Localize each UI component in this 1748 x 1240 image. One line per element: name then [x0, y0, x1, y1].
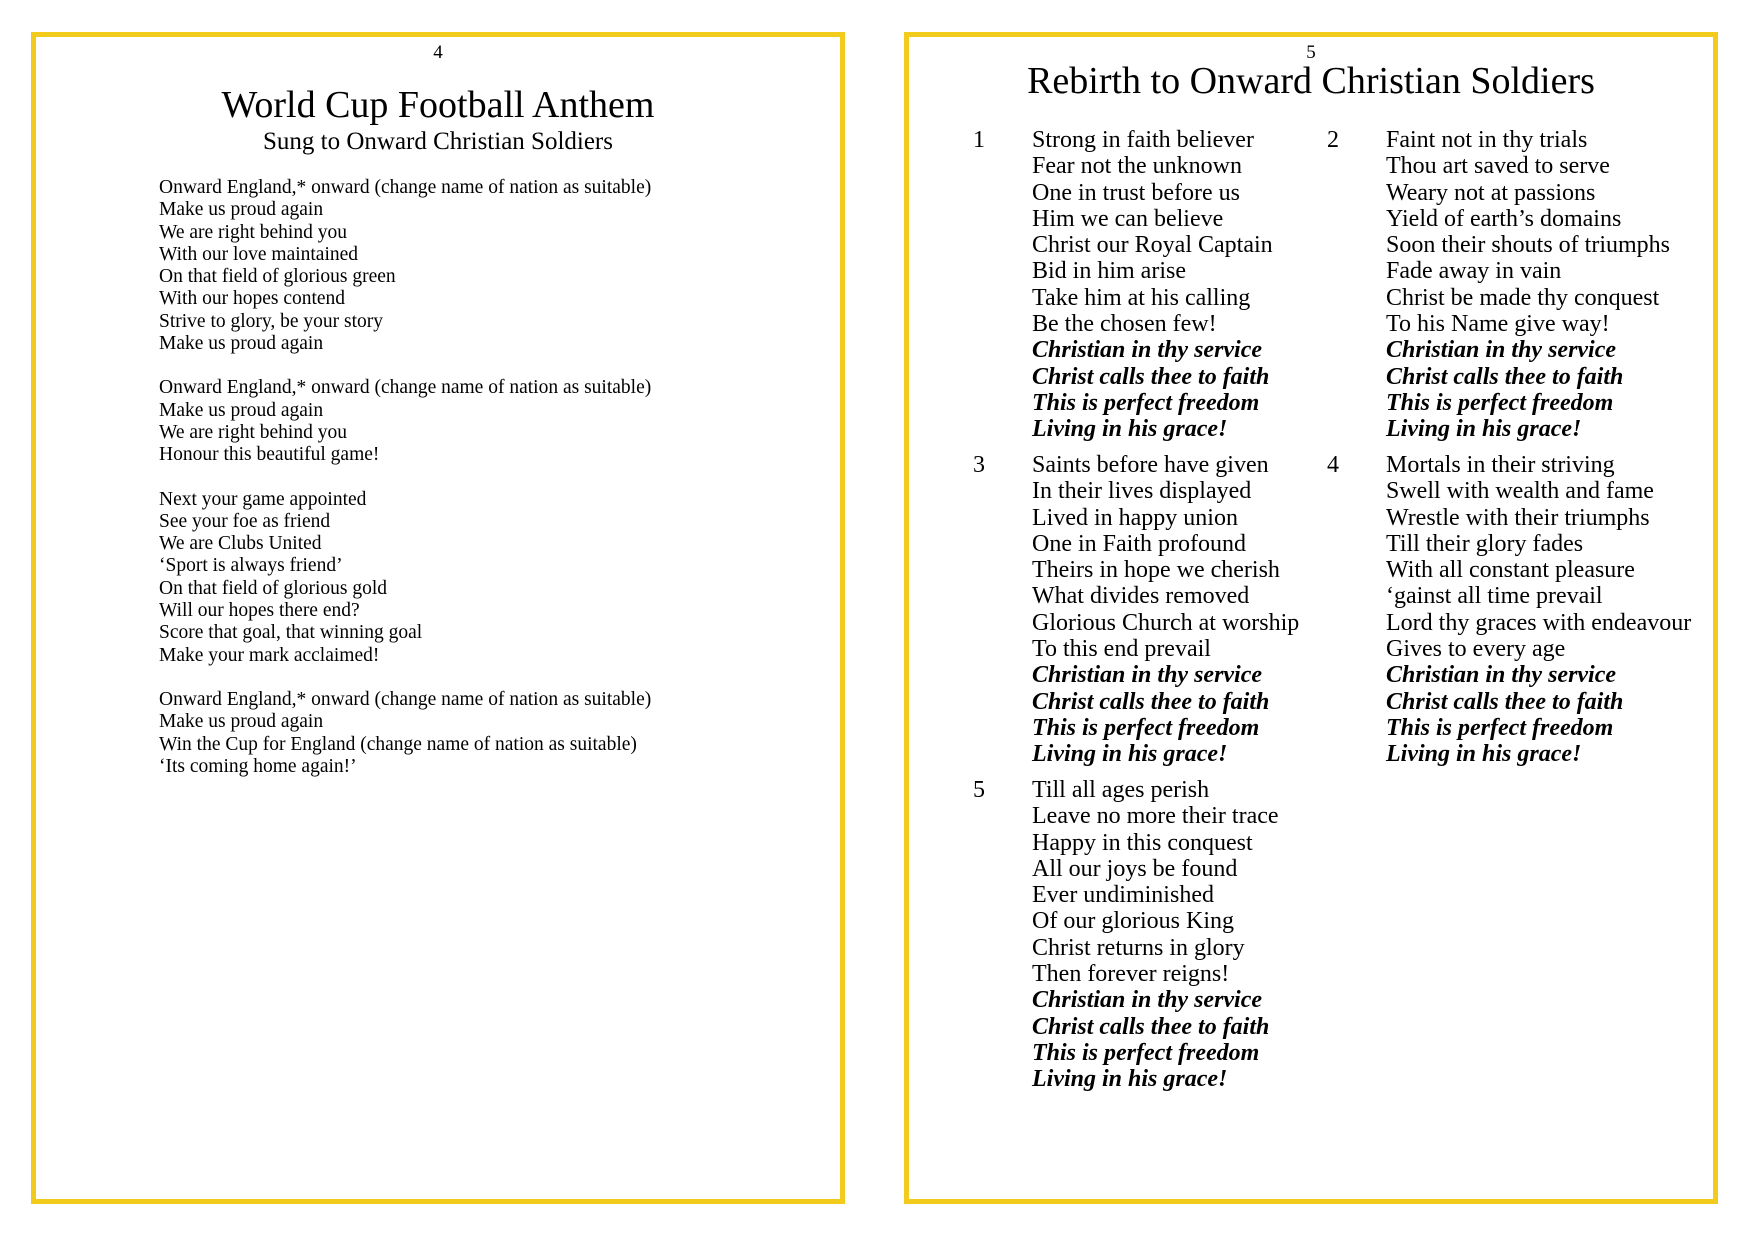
verse-lines: [1032, 777, 1279, 1093]
verse-line: Christ returns in glory: [1032, 934, 1245, 961]
anthem-lyrics: [159, 177, 651, 800]
stanza-3: [159, 489, 651, 667]
verse-line: All our joys be found: [1032, 855, 1238, 882]
verse-line: Gives to every age: [1386, 636, 1566, 663]
lyric-line: On that field of glorious green: [159, 266, 396, 288]
verse-number: 2: [1327, 127, 1339, 153]
lyric-line: Make us proud again: [159, 333, 324, 355]
lyric-line: Next your game appointed: [159, 488, 367, 510]
verse-lines: [1386, 127, 1670, 443]
lyric-line: ‘Sport is always friend’: [159, 555, 343, 577]
lyric-line: Win the Cup for England (change name of nation as suitable): [159, 733, 637, 755]
lyric-line: We are right behind you: [159, 421, 347, 443]
lyric-line: See your foe as friend: [159, 510, 331, 532]
verse-line: Glorious Church at worship: [1032, 609, 1300, 636]
verse-line: Strong in faith believer: [1032, 127, 1254, 153]
verse-number: 4: [1327, 452, 1339, 478]
verse-line: To his Name give way!: [1386, 311, 1610, 338]
verse-line: Soon their shouts of triumphs: [1386, 232, 1671, 259]
verse-line: Christ our Royal Captain: [1032, 232, 1273, 259]
verse-line: Lord thy graces with endeavour: [1386, 609, 1692, 636]
lyric-line: Make us proud again: [159, 199, 324, 221]
lyric-line: ‘Its coming home again!’: [159, 755, 357, 777]
verse-line: One in trust before us: [1032, 179, 1240, 206]
chorus-line: Christian in thy service: [1386, 337, 1617, 364]
chorus-line: Christian in thy service: [1032, 337, 1263, 364]
page-title: World Cup Football Anthem: [221, 84, 655, 126]
verse-number: 3: [973, 452, 985, 478]
chorus-line: This is perfect freedom: [1032, 714, 1260, 741]
verse-line: Fade away in vain: [1386, 258, 1562, 285]
verse-line: Happy in this conquest: [1032, 829, 1253, 856]
lyric-line: Will our hopes there end?: [159, 600, 360, 622]
verse-line: With all constant pleasure: [1386, 557, 1635, 584]
chorus-line: This is perfect freedom: [1032, 1039, 1260, 1066]
verse-line: Thou art saved to serve: [1386, 153, 1610, 180]
stanza-1: [159, 177, 651, 355]
lyric-line: We are Clubs United: [159, 533, 322, 555]
verse-line: One in Faith profound: [1032, 530, 1246, 557]
lyric-line: Onward England,* onward (change name of nation as suitable): [159, 377, 652, 399]
verse-lines: [1032, 127, 1273, 443]
verse-line: Theirs in hope we cherish: [1032, 557, 1280, 584]
lyric-line: Make your mark acclaimed!: [159, 644, 380, 666]
lyric-line: Onward England,* onward (change name of nation as suitable): [159, 688, 652, 710]
verse-line: Him we can believe: [1032, 205, 1224, 232]
lyric-line: With our hopes contend: [159, 288, 346, 310]
verse-line: Weary not at passions: [1386, 179, 1596, 206]
verse-line: Then forever reigns!: [1032, 961, 1230, 988]
verse-line: Take him at his calling: [1032, 284, 1251, 311]
lyric-line: Make us proud again: [159, 399, 324, 421]
page-title: Rebirth to Onward Christian Soldiers: [1027, 60, 1595, 102]
verse-line: In their lives displayed: [1032, 478, 1252, 505]
verse-line: Ever undiminished: [1032, 882, 1214, 909]
lyric-line: Score that goal, that winning goal: [159, 622, 423, 644]
verse-number: 1: [973, 127, 985, 153]
chorus-line: Living in his grace!: [1032, 1066, 1228, 1093]
chorus-line: Living in his grace!: [1386, 416, 1582, 443]
page-number: 4: [433, 42, 443, 63]
verse-line: ‘gainst all time prevail: [1386, 583, 1603, 610]
verse-line: Leave no more their trace: [1032, 803, 1279, 830]
verse-line: To this end prevail: [1032, 636, 1211, 663]
verse-line: Of our glorious King: [1032, 908, 1234, 935]
verse-line: Swell with wealth and fame: [1386, 478, 1654, 505]
verse-line: Mortals in their striving: [1386, 452, 1615, 478]
verse-line: Till their glory fades: [1386, 530, 1584, 557]
chorus-line: This is perfect freedom: [1032, 389, 1260, 416]
verse-line: Saints before have given: [1032, 452, 1269, 478]
verse-line: Till all ages perish: [1032, 777, 1210, 803]
lyric-line: Onward England,* onward (change name of nation as suitable): [159, 177, 652, 198]
chorus-line: Living in his grace!: [1032, 416, 1228, 443]
verse-line: What divides removed: [1032, 583, 1250, 610]
chorus-line: Christian in thy service: [1386, 662, 1617, 689]
stanza-4: [159, 689, 651, 778]
right-page: [904, 32, 1718, 1204]
chorus-line: Living in his grace!: [1032, 741, 1228, 768]
verse-line: Christ be made thy conquest: [1386, 284, 1660, 311]
lyric-line: On that field of glorious gold: [159, 577, 388, 599]
verse-line: Faint not in thy trials: [1386, 127, 1588, 153]
chorus-line: Christ calls thee to faith: [1032, 688, 1270, 715]
chorus-line: Christ calls thee to faith: [1386, 363, 1624, 390]
stanza-2: [159, 377, 651, 466]
left-page: [31, 32, 845, 1204]
page-number: 5: [1306, 42, 1316, 63]
verse-line: Be the chosen few!: [1032, 311, 1217, 338]
verse-line: Lived in happy union: [1032, 504, 1238, 531]
verse-line: Yield of earth’s domains: [1386, 205, 1622, 232]
chorus-line: Christian in thy service: [1032, 987, 1263, 1014]
chorus-line: Living in his grace!: [1386, 741, 1582, 768]
verse-line: Wrestle with their triumphs: [1386, 504, 1650, 531]
verse-line: Fear not the unknown: [1032, 153, 1242, 180]
lyric-line: We are right behind you: [159, 221, 347, 243]
lyric-line: Make us proud again: [159, 711, 324, 733]
chorus-line: Christ calls thee to faith: [1032, 363, 1270, 390]
chorus-line: Christ calls thee to faith: [1032, 1013, 1270, 1040]
chorus-line: Christ calls thee to faith: [1386, 688, 1624, 715]
lyric-line: With our love maintained: [159, 243, 359, 265]
verse-lines: [1386, 452, 1691, 768]
chorus-line: Christian in thy service: [1032, 662, 1263, 689]
page-subtitle: Sung to Onward Christian Soldiers: [263, 128, 613, 155]
chorus-line: This is perfect freedom: [1386, 389, 1614, 416]
lyric-line: Honour this beautiful game!: [159, 444, 380, 466]
lyric-line: Strive to glory, be your story: [159, 310, 384, 332]
verse-lines: [1032, 452, 1299, 768]
verse-line: Bid in him arise: [1032, 258, 1186, 285]
chorus-line: This is perfect freedom: [1386, 714, 1614, 741]
verse-number: 5: [973, 777, 985, 803]
